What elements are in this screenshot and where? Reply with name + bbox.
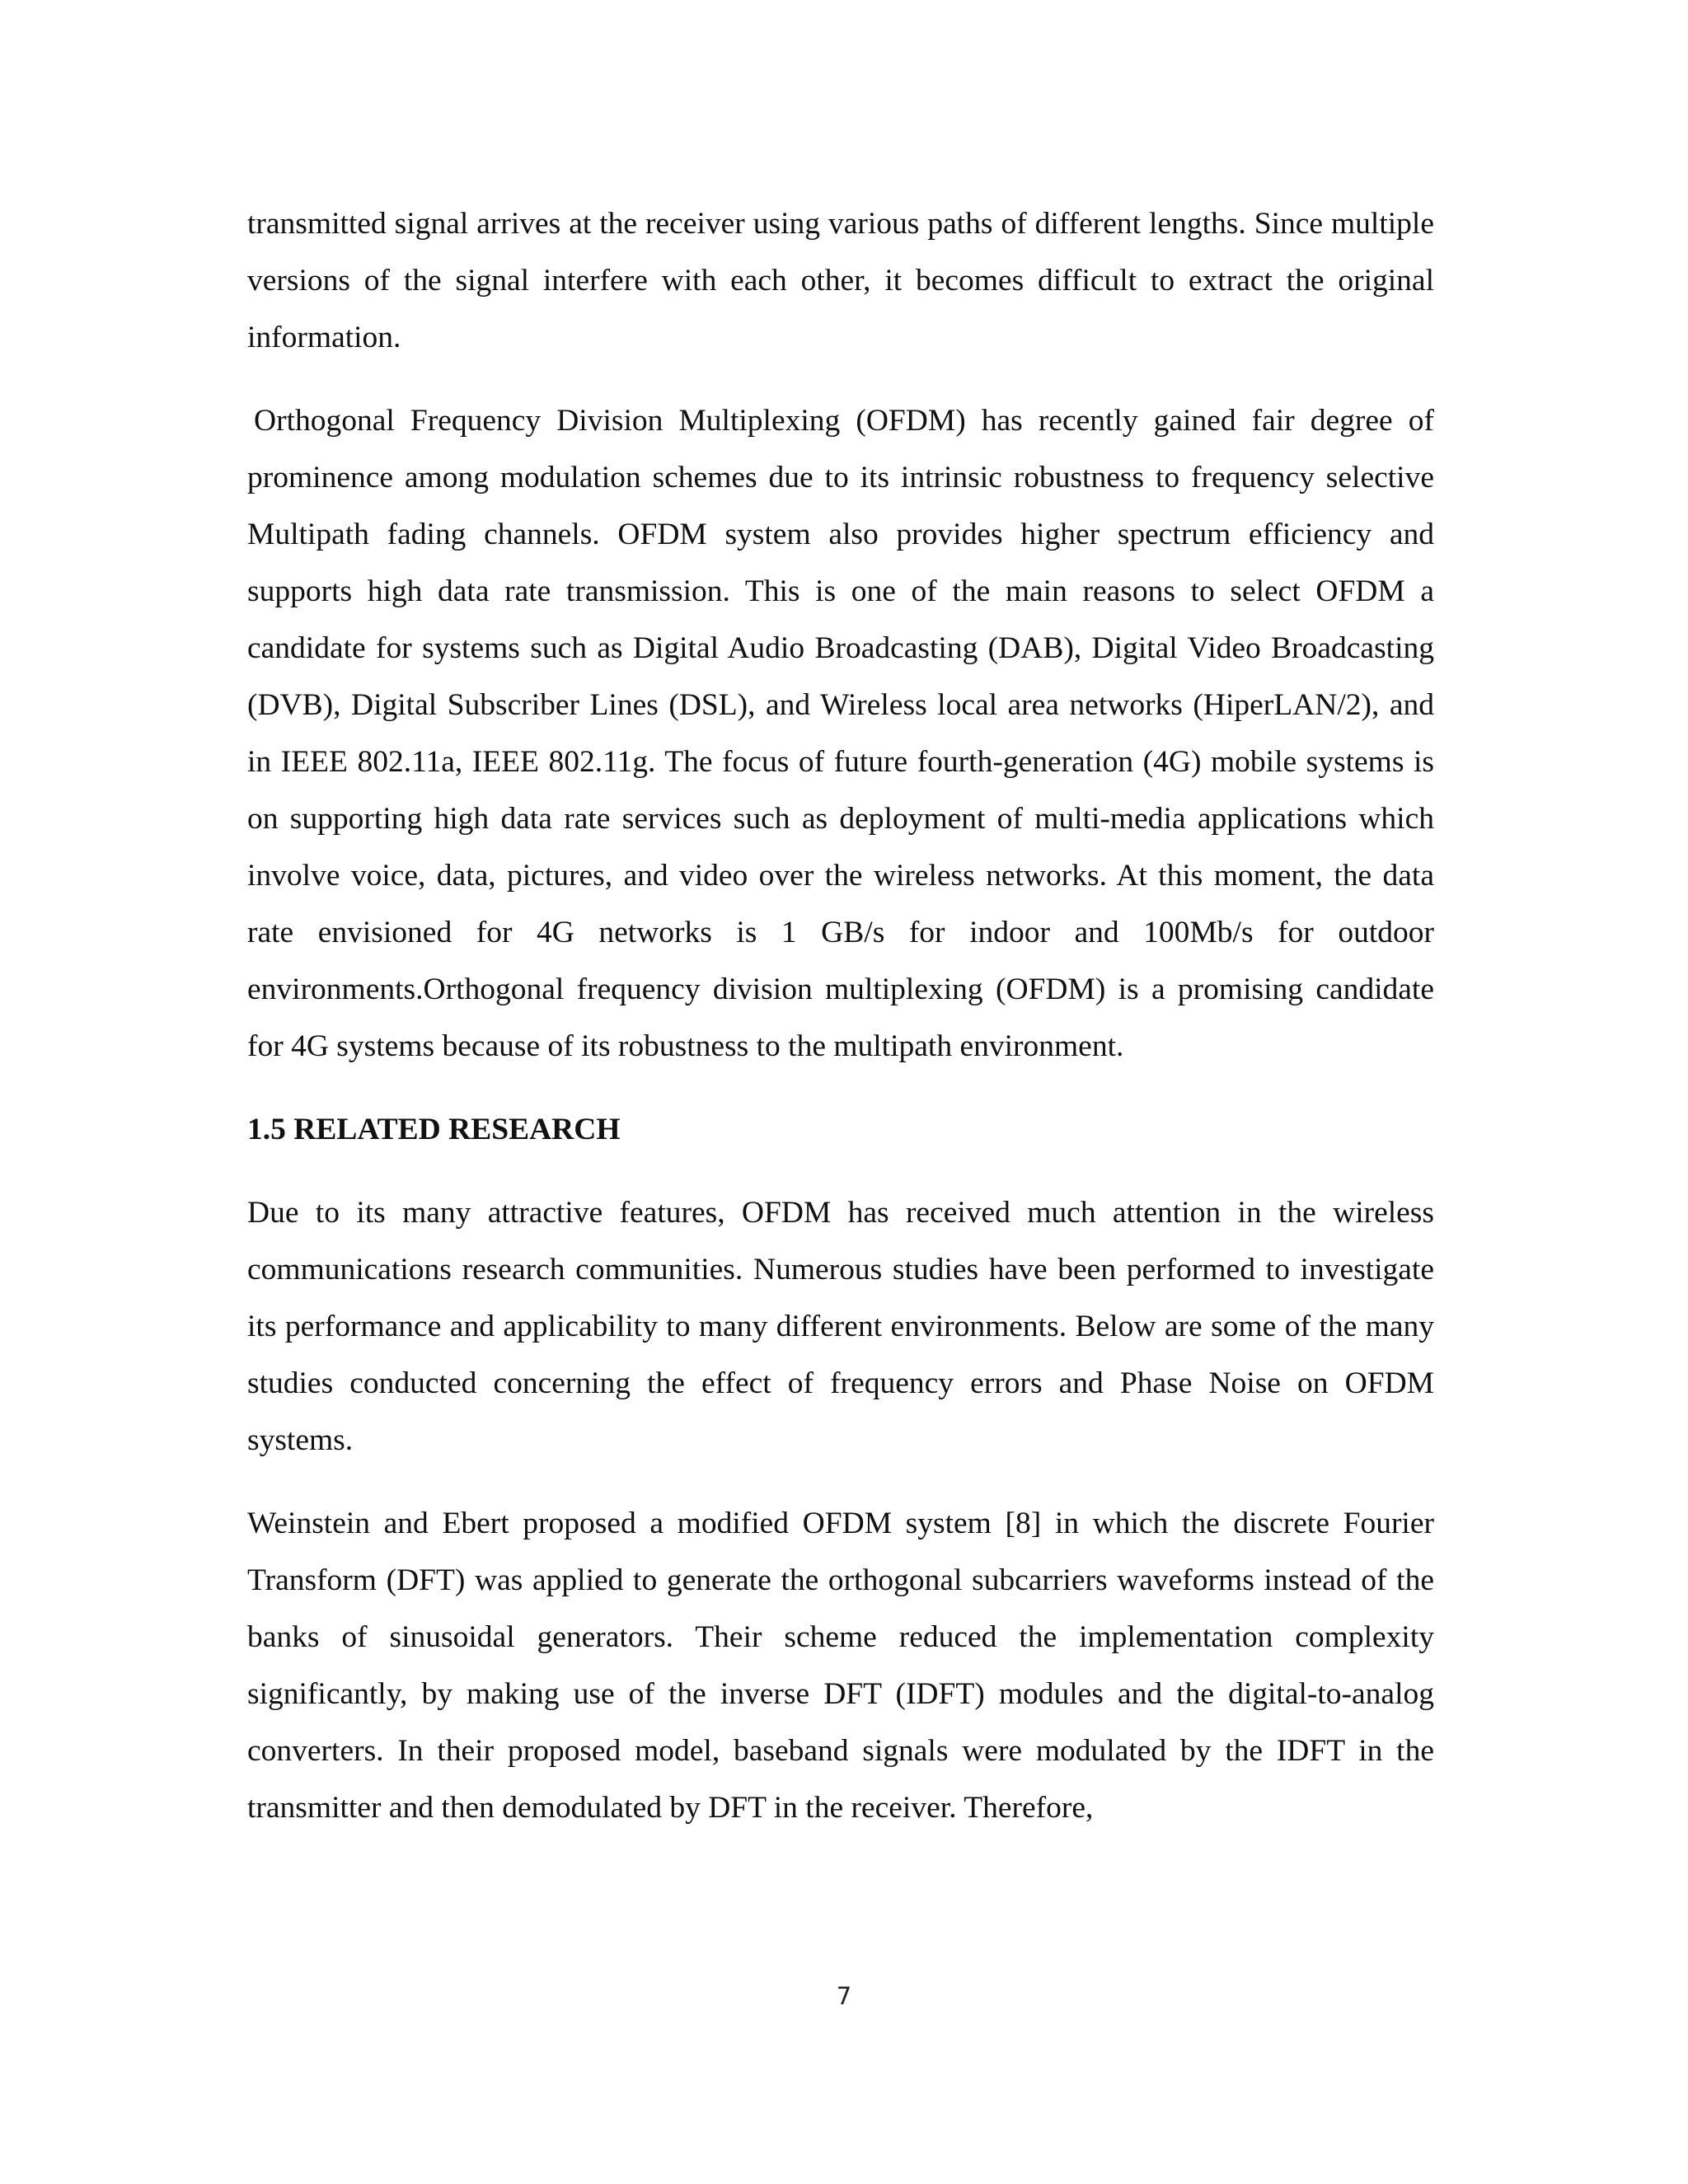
paragraph-related-research-intro: Due to its many attractive features, OFDM has received much attention in the wireless communications research communities. Numerous studies have been performed to investigate its performance and applicability to many different environments. Below are some of the many studies conducted concerning the effect of frequency errors and Phase Noise on OFDM systems.	[247, 1196, 1434, 1457]
page-number: 7	[836, 1982, 852, 2010]
page-body	[247, 195, 1434, 1836]
paragraph-multipath-intro: transmitted signal arrives at the receiver using various paths of different lengths. Since multiple versions of the signal interfere with each other, it becomes difficult to extract the original information.	[247, 207, 1434, 354]
paragraph-weinstein-ebert: Weinstein and Ebert proposed a modified OFDM system [8] in which the discrete Fourier Transform (DFT) was applied to generate the orthogonal subcarriers waveforms instead of the banks of sinusoidal generators. Their scheme reduced the implementation complexity significantly, by making use of the inverse DFT (IDFT) modules and the digital-to-analog converters. In their proposed model, baseband signals were modulated by the IDFT in the transmitter and then demodulated by DFT in the receiver. Therefore,	[247, 1507, 1434, 1825]
paragraph-ofdm-overview: Orthogonal Frequency Division Multiplexing (OFDM) has recently gained fair degree of prominence among modulation schemes due to its intrinsic robustness to frequency selective Multipath fading channels. OFDM system also provides higher spectrum efficiency and supports high data rate transmission. This is one of the main reasons to select OFDM a candidate for systems such as Digital Audio Broadcasting (DAB), Digital Video Broadcasting (DVB), Digital Subscriber Lines (DSL), and Wireless local area networks (HiperLAN/2), and in IEEE 802.11a, IEEE 802.11g. The focus of future fourth-generation (4G) mobile systems is on supporting high data rate services such as deployment of multi-media applications which involve voice, data, pictures, and video over the wireless networks. At this moment, the data rate envisioned for 4G networks is 1 GB/s for indoor and 100Mb/s for outdoor environments.Orthogonal frequency division multiplexing (OFDM) is a promising candidate for 4G systems because of its robustness to the multipath environment.	[247, 404, 1434, 1063]
section-heading-related-research: 1.5 RELATED RESEARCH	[247, 1113, 621, 1146]
